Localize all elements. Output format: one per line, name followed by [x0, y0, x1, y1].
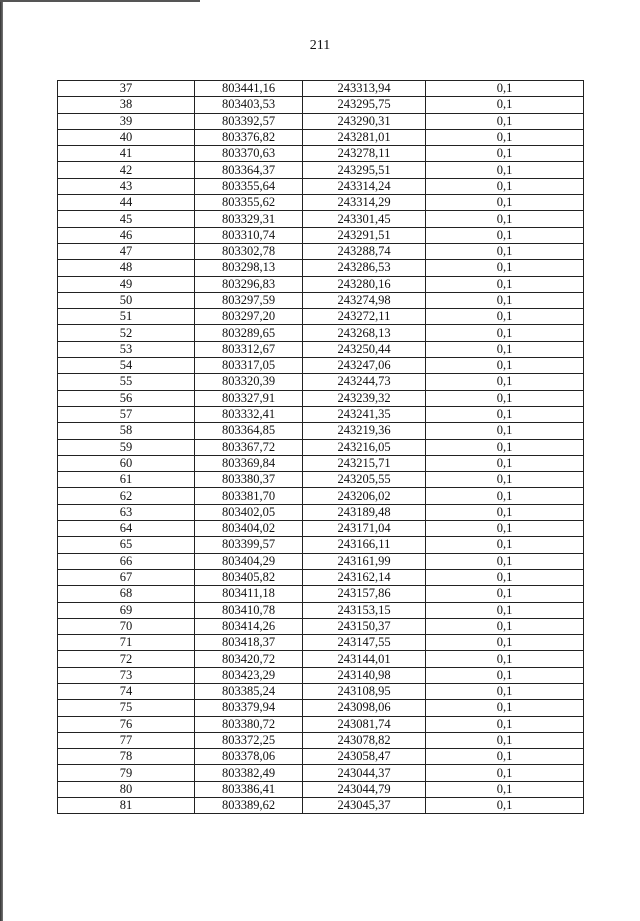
y-coordinate-cell: 243044,79	[303, 781, 426, 797]
point-number-cell: 40	[58, 129, 195, 145]
y-coordinate-cell: 243288,74	[303, 243, 426, 259]
x-coordinate-cell: 803372,25	[195, 732, 303, 748]
point-number-cell: 46	[58, 227, 195, 243]
accuracy-cell: 0,1	[426, 390, 584, 406]
table-row	[58, 178, 584, 194]
x-coordinate-cell: 803420,72	[195, 651, 303, 667]
page-number: 211	[309, 38, 331, 53]
accuracy-cell: 0,1	[426, 113, 584, 129]
point-number-cell: 47	[58, 243, 195, 259]
point-number-cell: 79	[58, 765, 195, 781]
accuracy-cell: 0,1	[426, 618, 584, 634]
y-coordinate-cell: 243058,47	[303, 749, 426, 765]
table-row	[58, 292, 584, 308]
y-coordinate-cell: 243140,98	[303, 667, 426, 683]
table-row	[58, 260, 584, 276]
x-coordinate-cell: 803405,82	[195, 569, 303, 585]
x-coordinate-cell: 803404,29	[195, 553, 303, 569]
point-number-cell: 66	[58, 553, 195, 569]
table-row	[58, 276, 584, 292]
point-number-cell: 73	[58, 667, 195, 683]
x-coordinate-cell: 803411,18	[195, 586, 303, 602]
accuracy-cell: 0,1	[426, 423, 584, 439]
table-row	[58, 81, 584, 97]
y-coordinate-cell: 243205,55	[303, 472, 426, 488]
x-coordinate-cell: 803329,31	[195, 211, 303, 227]
table-row	[58, 211, 584, 227]
y-coordinate-cell: 243280,16	[303, 276, 426, 292]
accuracy-cell: 0,1	[426, 700, 584, 716]
y-coordinate-cell: 243157,86	[303, 586, 426, 602]
table-row	[58, 602, 584, 618]
y-coordinate-cell: 243078,82	[303, 732, 426, 748]
table-row	[58, 374, 584, 390]
x-coordinate-cell: 803380,37	[195, 472, 303, 488]
accuracy-cell: 0,1	[426, 651, 584, 667]
table-row	[58, 683, 584, 699]
x-coordinate-cell: 803367,72	[195, 439, 303, 455]
table-row	[58, 781, 584, 797]
table-row	[58, 472, 584, 488]
table-row	[58, 146, 584, 162]
accuracy-cell: 0,1	[426, 227, 584, 243]
point-number-cell: 80	[58, 781, 195, 797]
table-row	[58, 309, 584, 325]
table-row	[58, 488, 584, 504]
y-coordinate-cell: 243045,37	[303, 798, 426, 814]
x-coordinate-cell: 803364,85	[195, 423, 303, 439]
accuracy-cell: 0,1	[426, 374, 584, 390]
accuracy-cell: 0,1	[426, 765, 584, 781]
y-coordinate-cell: 243166,11	[303, 537, 426, 553]
table-row	[58, 504, 584, 520]
x-coordinate-cell: 803381,70	[195, 488, 303, 504]
y-coordinate-cell: 243281,01	[303, 129, 426, 145]
y-coordinate-cell: 243171,04	[303, 521, 426, 537]
y-coordinate-cell: 243147,55	[303, 635, 426, 651]
table-row	[58, 325, 584, 341]
table-row	[58, 716, 584, 732]
coordinates-table-body	[58, 81, 584, 814]
table-row	[58, 749, 584, 765]
table-row	[58, 537, 584, 553]
x-coordinate-cell: 803382,49	[195, 765, 303, 781]
table-row	[58, 667, 584, 683]
y-coordinate-cell: 243286,53	[303, 260, 426, 276]
y-coordinate-cell: 243314,24	[303, 178, 426, 194]
accuracy-cell: 0,1	[426, 341, 584, 357]
accuracy-cell: 0,1	[426, 406, 584, 422]
point-number-cell: 64	[58, 521, 195, 537]
y-coordinate-cell: 243162,14	[303, 569, 426, 585]
table-row	[58, 406, 584, 422]
x-coordinate-cell: 803310,74	[195, 227, 303, 243]
x-coordinate-cell: 803410,78	[195, 602, 303, 618]
accuracy-cell: 0,1	[426, 97, 584, 113]
point-number-cell: 52	[58, 325, 195, 341]
y-coordinate-cell: 243216,05	[303, 439, 426, 455]
accuracy-cell: 0,1	[426, 195, 584, 211]
accuracy-cell: 0,1	[426, 162, 584, 178]
point-number-cell: 71	[58, 635, 195, 651]
accuracy-cell: 0,1	[426, 178, 584, 194]
x-coordinate-cell: 803392,57	[195, 113, 303, 129]
accuracy-cell: 0,1	[426, 146, 584, 162]
y-coordinate-cell: 243215,71	[303, 455, 426, 471]
accuracy-cell: 0,1	[426, 211, 584, 227]
point-number-cell: 70	[58, 618, 195, 634]
accuracy-cell: 0,1	[426, 586, 584, 602]
x-coordinate-cell: 803317,05	[195, 358, 303, 374]
y-coordinate-cell: 243044,37	[303, 765, 426, 781]
scan-left-edge	[0, 0, 3, 921]
accuracy-cell: 0,1	[426, 325, 584, 341]
y-coordinate-cell: 243206,02	[303, 488, 426, 504]
y-coordinate-cell: 243108,95	[303, 683, 426, 699]
point-number-cell: 63	[58, 504, 195, 520]
accuracy-cell: 0,1	[426, 781, 584, 797]
point-number-cell: 50	[58, 292, 195, 308]
x-coordinate-cell: 803355,64	[195, 178, 303, 194]
table-row	[58, 243, 584, 259]
point-number-cell: 65	[58, 537, 195, 553]
accuracy-cell: 0,1	[426, 439, 584, 455]
accuracy-cell: 0,1	[426, 243, 584, 259]
y-coordinate-cell: 243150,37	[303, 618, 426, 634]
coordinates-table	[57, 80, 584, 814]
accuracy-cell: 0,1	[426, 472, 584, 488]
y-coordinate-cell: 243291,51	[303, 227, 426, 243]
point-number-cell: 44	[58, 195, 195, 211]
point-number-cell: 42	[58, 162, 195, 178]
accuracy-cell: 0,1	[426, 129, 584, 145]
y-coordinate-cell: 243301,45	[303, 211, 426, 227]
accuracy-cell: 0,1	[426, 553, 584, 569]
y-coordinate-cell: 243247,06	[303, 358, 426, 374]
point-number-cell: 60	[58, 455, 195, 471]
table-row	[58, 700, 584, 716]
point-number-cell: 38	[58, 97, 195, 113]
point-number-cell: 72	[58, 651, 195, 667]
point-number-cell: 43	[58, 178, 195, 194]
x-coordinate-cell: 803297,59	[195, 292, 303, 308]
table-row	[58, 521, 584, 537]
y-coordinate-cell: 243081,74	[303, 716, 426, 732]
x-coordinate-cell: 803369,84	[195, 455, 303, 471]
accuracy-cell: 0,1	[426, 537, 584, 553]
accuracy-cell: 0,1	[426, 455, 584, 471]
table-row	[58, 455, 584, 471]
table-row	[58, 439, 584, 455]
table-row	[58, 97, 584, 113]
accuracy-cell: 0,1	[426, 749, 584, 765]
point-number-cell: 62	[58, 488, 195, 504]
y-coordinate-cell: 243272,11	[303, 309, 426, 325]
point-number-cell: 68	[58, 586, 195, 602]
y-coordinate-cell: 243144,01	[303, 651, 426, 667]
point-number-cell: 51	[58, 309, 195, 325]
point-number-cell: 45	[58, 211, 195, 227]
point-number-cell: 49	[58, 276, 195, 292]
point-number-cell: 37	[58, 81, 195, 97]
point-number-cell: 81	[58, 798, 195, 814]
y-coordinate-cell: 243290,31	[303, 113, 426, 129]
x-coordinate-cell: 803418,37	[195, 635, 303, 651]
x-coordinate-cell: 803386,41	[195, 781, 303, 797]
point-number-cell: 39	[58, 113, 195, 129]
point-number-cell: 78	[58, 749, 195, 765]
y-coordinate-cell: 243219,36	[303, 423, 426, 439]
x-coordinate-cell: 803376,82	[195, 129, 303, 145]
y-coordinate-cell: 243295,51	[303, 162, 426, 178]
y-coordinate-cell: 243250,44	[303, 341, 426, 357]
accuracy-cell: 0,1	[426, 732, 584, 748]
x-coordinate-cell: 803380,72	[195, 716, 303, 732]
point-number-cell: 53	[58, 341, 195, 357]
accuracy-cell: 0,1	[426, 798, 584, 814]
x-coordinate-cell: 803378,06	[195, 749, 303, 765]
x-coordinate-cell: 803370,63	[195, 146, 303, 162]
x-coordinate-cell: 803423,29	[195, 667, 303, 683]
point-number-cell: 55	[58, 374, 195, 390]
table-row	[58, 423, 584, 439]
y-coordinate-cell: 243244,73	[303, 374, 426, 390]
point-number-cell: 77	[58, 732, 195, 748]
x-coordinate-cell: 803414,26	[195, 618, 303, 634]
y-coordinate-cell: 243098,06	[303, 700, 426, 716]
table-row	[58, 586, 584, 602]
table-row	[58, 765, 584, 781]
table-row	[58, 162, 584, 178]
x-coordinate-cell: 803389,62	[195, 798, 303, 814]
accuracy-cell: 0,1	[426, 716, 584, 732]
x-coordinate-cell: 803355,62	[195, 195, 303, 211]
table-row	[58, 798, 584, 814]
table-row	[58, 358, 584, 374]
x-coordinate-cell: 803312,67	[195, 341, 303, 357]
y-coordinate-cell: 243161,99	[303, 553, 426, 569]
point-number-cell: 58	[58, 423, 195, 439]
point-number-cell: 57	[58, 406, 195, 422]
table-row	[58, 113, 584, 129]
accuracy-cell: 0,1	[426, 358, 584, 374]
accuracy-cell: 0,1	[426, 602, 584, 618]
table-row	[58, 651, 584, 667]
x-coordinate-cell: 803296,83	[195, 276, 303, 292]
point-number-cell: 75	[58, 700, 195, 716]
table-row	[58, 195, 584, 211]
accuracy-cell: 0,1	[426, 521, 584, 537]
x-coordinate-cell: 803364,37	[195, 162, 303, 178]
table-row	[58, 732, 584, 748]
x-coordinate-cell: 803404,02	[195, 521, 303, 537]
table-row	[58, 129, 584, 145]
point-number-cell: 69	[58, 602, 195, 618]
x-coordinate-cell: 803320,39	[195, 374, 303, 390]
point-number-cell: 67	[58, 569, 195, 585]
x-coordinate-cell: 803327,91	[195, 390, 303, 406]
x-coordinate-cell: 803298,13	[195, 260, 303, 276]
accuracy-cell: 0,1	[426, 569, 584, 585]
x-coordinate-cell: 803289,65	[195, 325, 303, 341]
point-number-cell: 41	[58, 146, 195, 162]
table-row	[58, 390, 584, 406]
table-row	[58, 553, 584, 569]
y-coordinate-cell: 243241,35	[303, 406, 426, 422]
accuracy-cell: 0,1	[426, 309, 584, 325]
accuracy-cell: 0,1	[426, 81, 584, 97]
table-row	[58, 227, 584, 243]
x-coordinate-cell: 803379,94	[195, 700, 303, 716]
accuracy-cell: 0,1	[426, 276, 584, 292]
accuracy-cell: 0,1	[426, 292, 584, 308]
point-number-cell: 59	[58, 439, 195, 455]
point-number-cell: 56	[58, 390, 195, 406]
x-coordinate-cell: 803441,16	[195, 81, 303, 97]
y-coordinate-cell: 243295,75	[303, 97, 426, 113]
x-coordinate-cell: 803332,41	[195, 406, 303, 422]
y-coordinate-cell: 243274,98	[303, 292, 426, 308]
accuracy-cell: 0,1	[426, 260, 584, 276]
x-coordinate-cell: 803403,53	[195, 97, 303, 113]
accuracy-cell: 0,1	[426, 635, 584, 651]
y-coordinate-cell: 243278,11	[303, 146, 426, 162]
y-coordinate-cell: 243313,94	[303, 81, 426, 97]
y-coordinate-cell: 243239,32	[303, 390, 426, 406]
table-row	[58, 569, 584, 585]
y-coordinate-cell: 243189,48	[303, 504, 426, 520]
table-row	[58, 618, 584, 634]
y-coordinate-cell: 243153,15	[303, 602, 426, 618]
point-number-cell: 54	[58, 358, 195, 374]
accuracy-cell: 0,1	[426, 488, 584, 504]
point-number-cell: 74	[58, 683, 195, 699]
accuracy-cell: 0,1	[426, 504, 584, 520]
x-coordinate-cell: 803402,05	[195, 504, 303, 520]
point-number-cell: 76	[58, 716, 195, 732]
point-number-cell: 61	[58, 472, 195, 488]
accuracy-cell: 0,1	[426, 683, 584, 699]
y-coordinate-cell: 243268,13	[303, 325, 426, 341]
table-row	[58, 635, 584, 651]
x-coordinate-cell: 803302,78	[195, 243, 303, 259]
table-row	[58, 341, 584, 357]
accuracy-cell: 0,1	[426, 667, 584, 683]
x-coordinate-cell: 803297,20	[195, 309, 303, 325]
scan-top-edge	[0, 0, 200, 2]
x-coordinate-cell: 803399,57	[195, 537, 303, 553]
y-coordinate-cell: 243314,29	[303, 195, 426, 211]
x-coordinate-cell: 803385,24	[195, 683, 303, 699]
point-number-cell: 48	[58, 260, 195, 276]
